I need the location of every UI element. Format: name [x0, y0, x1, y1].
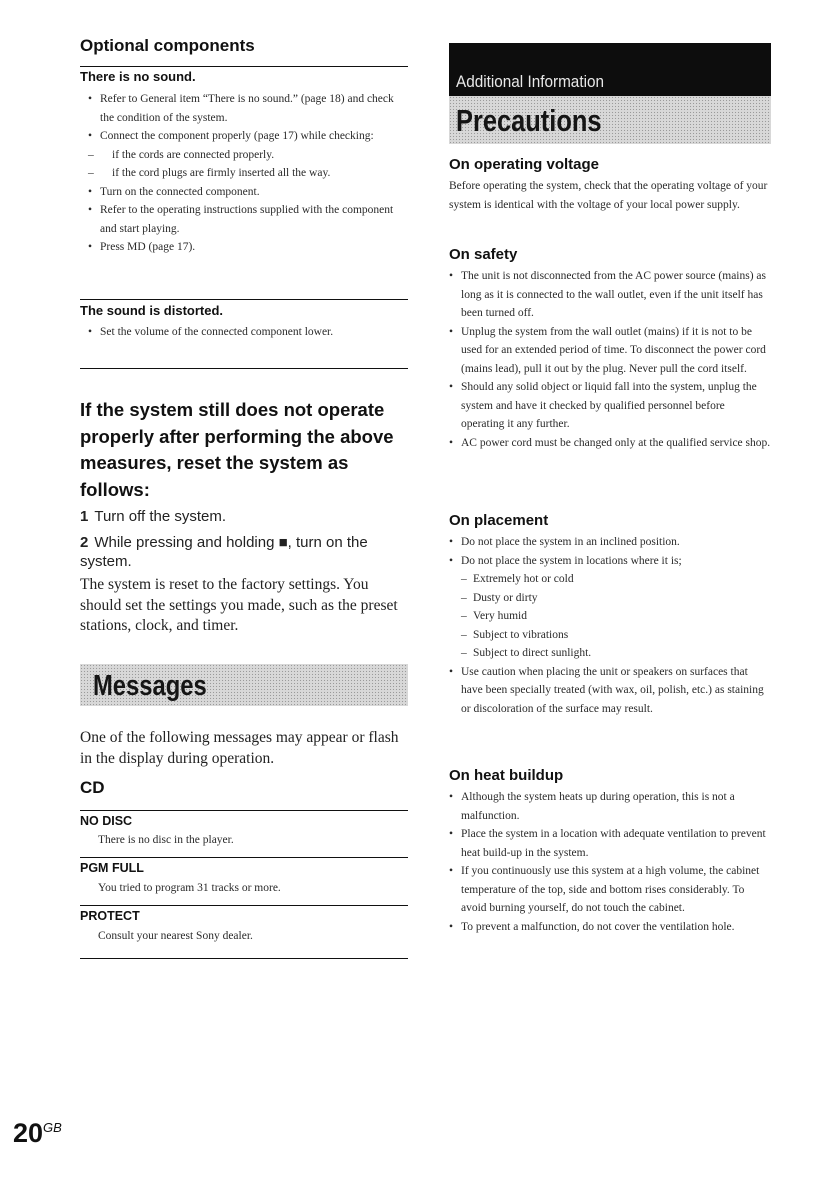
list-item: • Should any solid object or liquid fall into the system, unplug the system and have it checked by qualified personnel before operating it any further. — [449, 378, 771, 434]
paragraph: Before operating the system, check that the operating voltage of your system is identical with the voltage of your local power supply. — [449, 180, 768, 211]
step-1 — [80, 507, 226, 526]
page-number — [13, 1118, 62, 1149]
list-item: – if the cord plugs are firmly inserted all the way. — [88, 164, 406, 183]
divider — [80, 857, 408, 858]
list-item: • Unplug the system from the wall outlet (mains) if it is not to be used for an extended period of time. To disconnect the power cord (mains lead), pull it out by the plug. Never pull the cord itself. — [449, 323, 771, 379]
list-item: • Although the system heats up during operation, this is not a malfunction. — [449, 788, 771, 825]
heat-heading: On heat buildup — [449, 767, 564, 784]
message-code: NO DISC — [80, 814, 133, 828]
step-2 — [80, 533, 408, 571]
list-item: • Connect the component properly (page 17) while checking: — [88, 127, 406, 146]
list-item: • Place the system in a location with adequate ventilation to prevent heat build-up in the system. — [449, 825, 771, 862]
list-item: • Turn on the connected component. — [88, 183, 406, 202]
list-item: – Extremely hot or cold — [461, 570, 771, 589]
list-item: – Very humid — [461, 607, 771, 626]
message-description: You tried to program 31 tracks or more. — [98, 882, 281, 894]
safety-heading: On safety — [449, 246, 518, 263]
divider — [80, 66, 408, 67]
message-code: PGM FULL — [80, 861, 144, 875]
precautions-banner — [449, 96, 771, 144]
cd-title: CD — [80, 778, 105, 797]
message-description: Consult your nearest Sony dealer. — [98, 930, 253, 942]
list-item: • Do not place the system in locations where it is; — [449, 552, 771, 571]
no-sound-list — [88, 90, 406, 257]
divider — [80, 810, 408, 811]
voltage-heading: On operating voltage — [449, 156, 600, 173]
messages-banner-title: Messages — [93, 670, 207, 702]
placement-heading: On placement — [449, 512, 549, 529]
distorted-heading: The sound is distorted. — [80, 303, 224, 318]
placement-list — [449, 533, 771, 718]
list-item: • Do not place the system in an inclined position. — [449, 533, 771, 552]
optional-components-title: Optional components — [80, 36, 255, 55]
divider — [80, 368, 408, 369]
reset-heading: If the system still does not operate properly after performing the above measures, reset the system as follows: — [80, 399, 394, 500]
list-item: • Use caution when placing the unit or speakers on surfaces that have been specially treated (with wax, oil, polish, etc.) as staining or discoloration of the surface may result. — [449, 663, 771, 719]
no-sound-heading: There is no sound. — [80, 69, 196, 84]
reset-body: The system is reset to the factory settings. You should set the settings you made, such as the preset stations, clock, and timer. — [80, 576, 398, 634]
list-item: • To prevent a malfunction, do not cover the ventilation hole. — [449, 918, 771, 937]
voltage-text — [449, 177, 771, 214]
safety-list — [449, 267, 771, 452]
list-item: • Press MD (page 17). — [88, 238, 406, 257]
page-number-value: 20 — [13, 1118, 44, 1148]
list-item: • AC power cord must be changed only at the qualified service shop. — [449, 434, 771, 453]
page-region-suffix: GB — [43, 1120, 62, 1135]
list-item: • Set the volume of the connected component lower. — [88, 323, 388, 342]
divider — [80, 299, 408, 300]
section-header-title: Additional Information — [456, 72, 604, 91]
step-number: 1 — [80, 508, 89, 525]
list-item: • Refer to General item “There is no sound.” (page 18) and check the condition of the system. — [88, 90, 406, 127]
messages-banner — [80, 664, 408, 706]
section-header-bar — [449, 43, 771, 96]
list-item: – Dusty or dirty — [461, 589, 771, 608]
list-item: • Refer to the operating instructions supplied with the component and start playing. — [88, 201, 406, 238]
step-number: 2 — [80, 534, 89, 551]
list-item: • If you continuously use this system at a high volume, the cabinet temperature of the top, side and bottom rises considerably. To avoid burning yourself, do not touch the cabinet. — [449, 862, 771, 918]
heat-list — [449, 788, 771, 936]
list-item: – Subject to vibrations — [461, 626, 771, 645]
list-item: – Subject to direct sunlight. — [461, 644, 771, 663]
divider — [80, 958, 408, 959]
list-item: • The unit is not disconnected from the AC power source (mains) as long as it is connected to the wall outlet, even if the unit itself has been turned off. — [449, 267, 771, 323]
messages-intro: One of the following messages may appear or flash in the display during operation. — [80, 729, 399, 767]
step-text: While pressing and holding ■, turn on the system. — [80, 534, 368, 570]
step-text: Turn off the system. — [94, 508, 227, 525]
distorted-list — [88, 323, 388, 342]
precautions-banner-title: Precautions — [456, 103, 602, 138]
message-description: There is no disc in the player. — [98, 834, 234, 846]
divider — [80, 905, 408, 906]
message-code: PROTECT — [80, 909, 140, 923]
list-item: – if the cords are connected properly. — [88, 146, 406, 165]
